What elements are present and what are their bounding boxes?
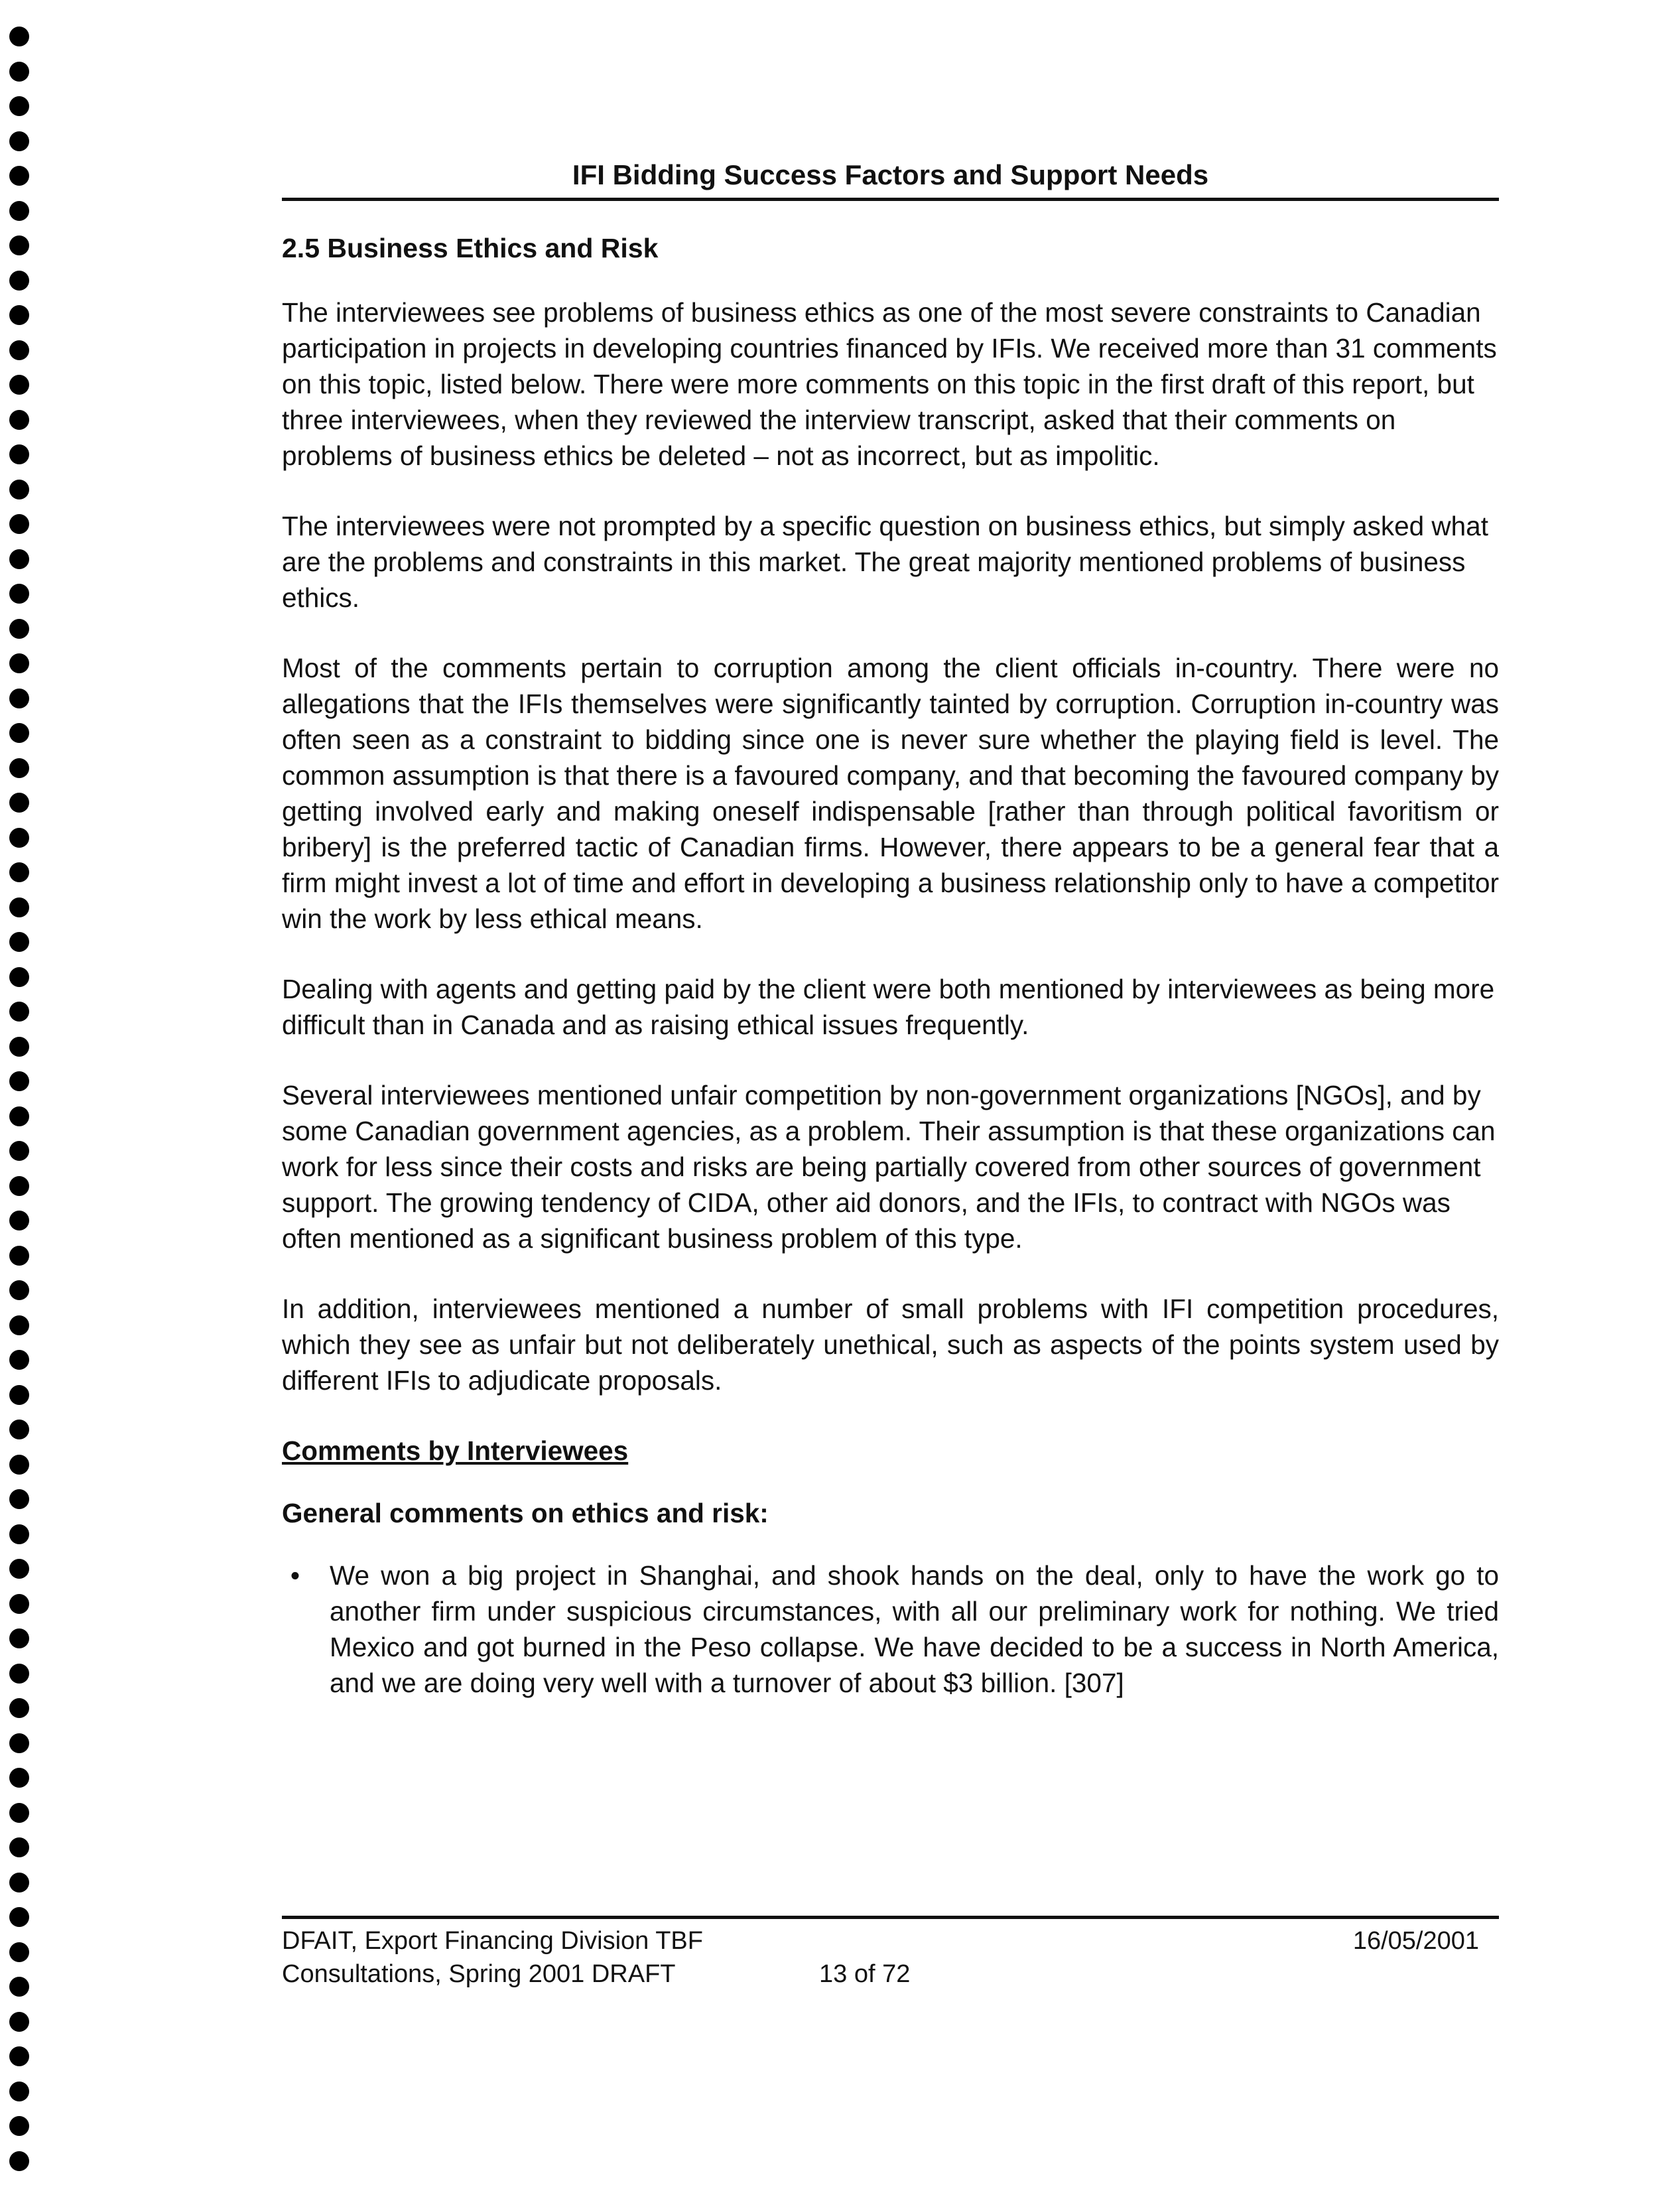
punch-hole-dot: [9, 1664, 29, 1684]
paragraph-2: The interviewees were not prompted by a specific question on business ethics, but simply asked what are the problems and constraints in this market. The great majority mentioned problems of business ethics.: [282, 511, 1488, 613]
punch-hole-dot: [9, 340, 29, 360]
punch-hole-dot: [9, 689, 29, 708]
punch-hole-dot: [9, 410, 29, 430]
punch-hole-dot: [9, 1698, 29, 1718]
comment-list: [282, 1558, 1499, 1701]
punch-hole-dot: [9, 201, 29, 221]
punch-hole-dot: [9, 862, 29, 882]
punch-hole-dot: [9, 1211, 29, 1230]
punch-hole-dot: [9, 2012, 29, 2032]
punch-hole-dot: [9, 1455, 29, 1475]
punch-hole-dot: [9, 1559, 29, 1579]
punch-hole-dot: [9, 131, 29, 151]
paragraph-1: The interviewees see problems of business ethics as one of the most severe constraints to Canadian participation in projects in developing countries financed by IFIs. We received more than 31 comments on this topic, listed below. There were more comments on this topic in the first draft of this report, but three interviewees, when they reviewed the interview transcript, asked that their comments on problems of business ethics be deleted – not as incorrect, but as impolitic.: [282, 297, 1497, 471]
punch-hole-dot: [9, 584, 29, 604]
punch-hole-dot: [9, 1176, 29, 1196]
punch-hole-dot: [9, 2046, 29, 2066]
punch-hole-dot: [9, 1002, 29, 1022]
punch-hole-dot: [9, 1628, 29, 1648]
footer-line-2: Consultations, Spring 2001 DRAFT: [282, 1960, 676, 1988]
paragraph-6: In addition, interviewees mentioned a number of small problems with IFI competition procedures, which they see as unfair but not deliberately unethical, such as aspects of the points system used by different IFIs to adjudicate proposals.: [282, 1294, 1499, 1396]
punch-hole-dot: [9, 1420, 29, 1439]
punch-hole-dot: [9, 1977, 29, 1997]
punch-hole-dot: [9, 305, 29, 325]
punch-hole-dot: [9, 1489, 29, 1509]
punch-hole-dot: [9, 1280, 29, 1300]
punch-hole-dot: [9, 1385, 29, 1405]
document-page: [282, 159, 1499, 1701]
punch-hole-dot: [9, 514, 29, 534]
punch-hole-dot: [9, 1037, 29, 1057]
page-number: 13 of 72: [819, 1960, 911, 1988]
punch-hole-dot: [9, 2116, 29, 2136]
punch-hole-dot: [9, 653, 29, 673]
punch-hole-column: [9, 27, 32, 2176]
punch-hole-dot: [9, 1733, 29, 1753]
punch-hole-dot: [9, 1315, 29, 1335]
paragraph-4: Dealing with agents and getting paid by the client were both mentioned by interviewees as being more difficult than in Canada and as raising ethical issues frequently.: [282, 974, 1495, 1040]
punch-hole-dot: [9, 1246, 29, 1266]
punch-hole-dot: [9, 96, 29, 116]
punch-hole-dot: [9, 897, 29, 917]
punch-hole-dot: [9, 1524, 29, 1544]
punch-hole-dot: [9, 444, 29, 464]
punch-hole-dot: [9, 723, 29, 743]
punch-hole-dot: [9, 549, 29, 569]
general-comments-heading: General comments on ethics and risk:: [282, 1498, 769, 1528]
punch-hole-dot: [9, 758, 29, 778]
punch-hole-dot: [9, 1141, 29, 1161]
punch-hole-dot: [9, 967, 29, 987]
bullet-icon: •: [290, 1560, 300, 1591]
footer-left: [282, 1924, 703, 1991]
punch-hole-dot: [9, 2151, 29, 2171]
punch-hole-dot: [9, 166, 29, 186]
punch-hole-dot: [9, 480, 29, 499]
punch-hole-dot: [9, 1106, 29, 1126]
punch-hole-dot: [9, 62, 29, 82]
punch-hole-dot: [9, 793, 29, 813]
punch-hole-dot: [9, 2082, 29, 2101]
comments-heading: Comments by Interviewees: [282, 1435, 629, 1466]
footer-date: 16/05/2001: [1352, 1927, 1479, 1955]
section-heading: 2.5 Business Ethics and Risk: [282, 233, 659, 263]
punch-hole-dot: [9, 1350, 29, 1370]
punch-hole-dot: [9, 1768, 29, 1788]
punch-hole-dot: [9, 1803, 29, 1823]
list-item-text: We won a big project in Shanghai, and shook hands on the deal, only to have the work go to another firm under suspicious circumstances, with all our preliminary work for nothing. We tried Mexico and got burned in the Peso collapse. We have decided to be a success in North America, and we are doing very well with a turnover of about $3 billion. [307]: [330, 1560, 1499, 1698]
running-header: IFI Bidding Success Factors and Support Needs: [282, 159, 1499, 201]
punch-hole-dot: [9, 1071, 29, 1091]
punch-hole-dot: [9, 932, 29, 952]
punch-hole-dot: [9, 1594, 29, 1614]
page-footer: [282, 1916, 1499, 1988]
footer-line-1: DFAIT, Export Financing Division TBF: [282, 1927, 703, 1955]
paragraph-5: Several interviewees mentioned unfair competition by non-government organizations [NGOs], and by some Canadian government agencies, as a problem. Their assumption is that these organizations can work for less since their costs and risks are being partially covered from other sources of government support. The growing tendency of CIDA, other aid donors, and the IFIs, to contract with NGOs was often mentioned as a significant business problem of this type.: [282, 1080, 1496, 1254]
punch-hole-dot: [9, 828, 29, 848]
paragraph-3: Most of the comments pertain to corruption among the client officials in-country. There were no allegations that the IFIs themselves were significantly tainted by corruption. Corruption in-country was often seen as a constraint to bidding since one is never sure whether the playing field is level. The common assumption is that there is a favoured company, and that becoming the favoured company by getting involved early and making oneself indispensable [rather than through political favoritism or bribery] is the preferred tactic of Canadian firms. However, there appears to be a general fear that a firm might invest a lot of time and effort in developing a business relationship only to have a competitor win the work by less ethical means.: [282, 653, 1499, 934]
punch-hole-dot: [9, 1907, 29, 1927]
list-item: [282, 1558, 1499, 1701]
punch-hole-dot: [9, 1942, 29, 1962]
punch-hole-dot: [9, 235, 29, 255]
punch-hole-dot: [9, 27, 29, 46]
punch-hole-dot: [9, 271, 29, 291]
punch-hole-dot: [9, 1837, 29, 1857]
punch-hole-dot: [9, 375, 29, 395]
punch-hole-dot: [9, 1873, 29, 1892]
punch-hole-dot: [9, 619, 29, 639]
